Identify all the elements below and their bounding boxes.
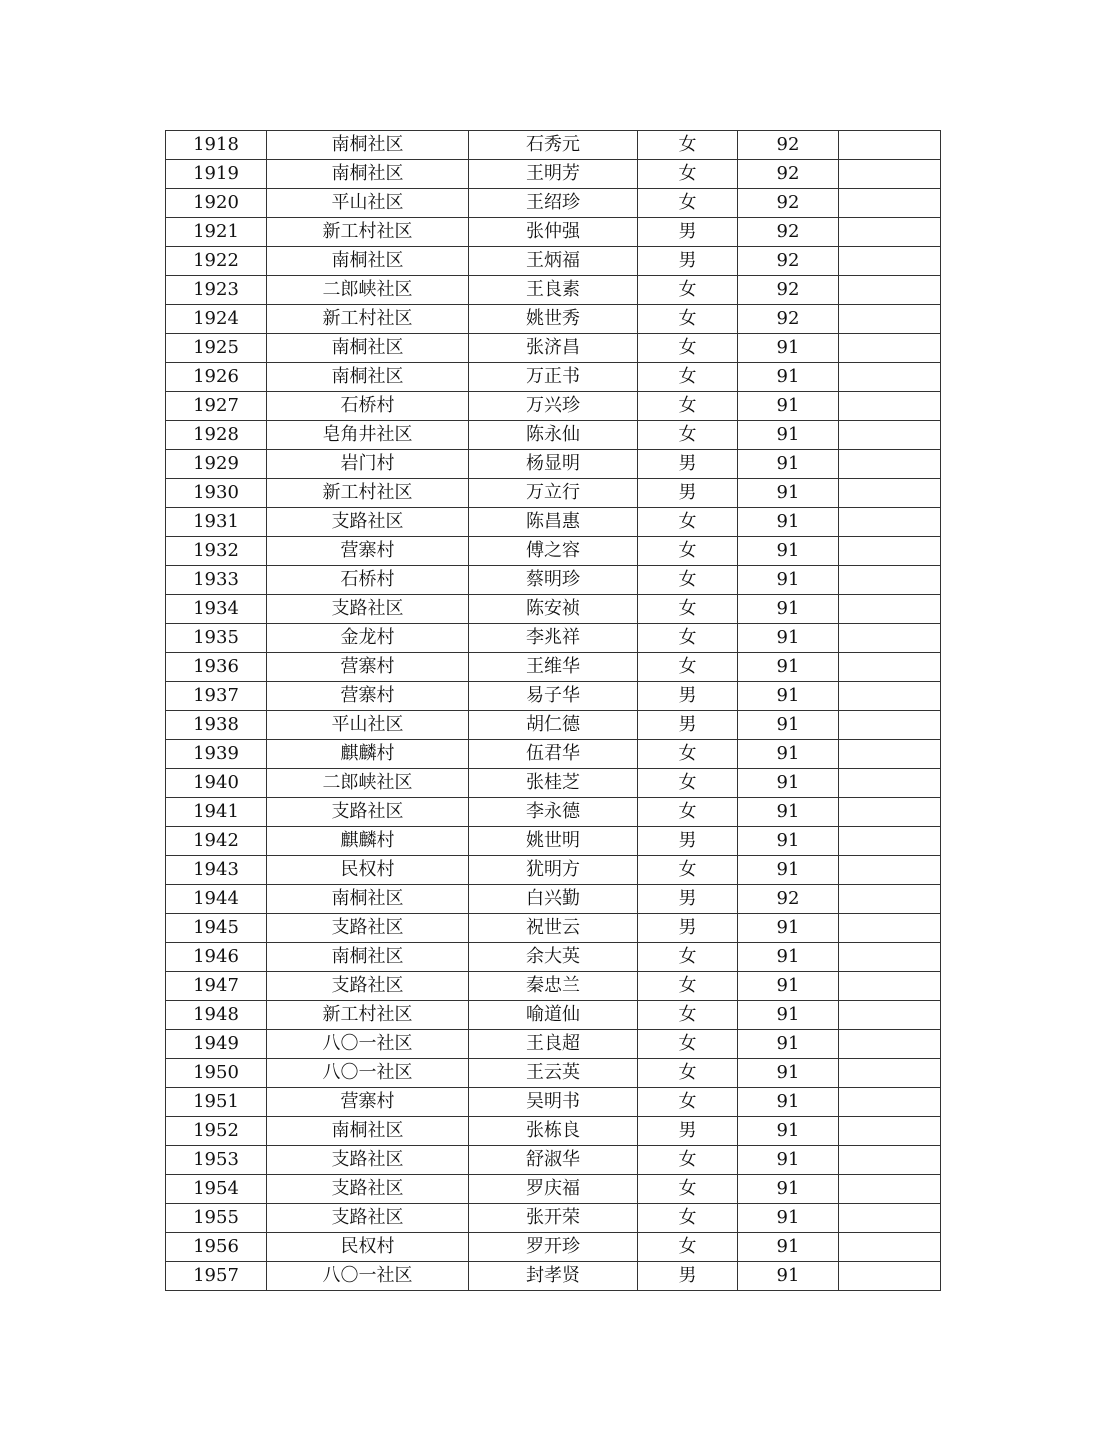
note-cell xyxy=(839,305,941,334)
community-cell: 石桥村 xyxy=(267,566,469,595)
sex-cell: 女 xyxy=(638,1059,738,1088)
name-cell: 王云英 xyxy=(469,1059,638,1088)
community-cell: 南桐社区 xyxy=(267,943,469,972)
age-cell: 92 xyxy=(738,305,839,334)
note-cell xyxy=(839,914,941,943)
table-row xyxy=(166,972,941,1001)
name-cell: 罗庆福 xyxy=(469,1175,638,1204)
note-cell xyxy=(839,479,941,508)
name-cell: 陈安祯 xyxy=(469,595,638,624)
age-cell: 92 xyxy=(738,276,839,305)
community-cell: 营寨村 xyxy=(267,1088,469,1117)
community-cell: 支路社区 xyxy=(267,798,469,827)
name-cell: 陈永仙 xyxy=(469,421,638,450)
name-cell: 易子华 xyxy=(469,682,638,711)
name-cell: 张济昌 xyxy=(469,334,638,363)
age-cell: 91 xyxy=(738,595,839,624)
community-cell: 石桥村 xyxy=(267,392,469,421)
note-cell xyxy=(839,885,941,914)
table-row xyxy=(166,798,941,827)
age-cell: 91 xyxy=(738,1059,839,1088)
table-row xyxy=(166,1146,941,1175)
community-cell: 岩门村 xyxy=(267,450,469,479)
sex-cell: 女 xyxy=(638,276,738,305)
community-cell: 南桐社区 xyxy=(267,334,469,363)
table-row xyxy=(166,247,941,276)
name-cell: 舒淑华 xyxy=(469,1146,638,1175)
name-cell: 万正书 xyxy=(469,363,638,392)
community-cell: 支路社区 xyxy=(267,595,469,624)
roster-table-body xyxy=(166,131,941,1291)
community-cell: 八〇一社区 xyxy=(267,1059,469,1088)
sex-cell: 女 xyxy=(638,943,738,972)
table-row xyxy=(166,856,941,885)
row-number-cell: 1932 xyxy=(166,537,267,566)
name-cell: 秦忠兰 xyxy=(469,972,638,1001)
table-row xyxy=(166,189,941,218)
sex-cell: 男 xyxy=(638,885,738,914)
community-cell: 八〇一社区 xyxy=(267,1262,469,1291)
row-number-cell: 1929 xyxy=(166,450,267,479)
community-cell: 麒麟村 xyxy=(267,827,469,856)
sex-cell: 女 xyxy=(638,1088,738,1117)
name-cell: 万兴珍 xyxy=(469,392,638,421)
community-cell: 营寨村 xyxy=(267,682,469,711)
name-cell: 胡仁德 xyxy=(469,711,638,740)
row-number-cell: 1957 xyxy=(166,1262,267,1291)
row-number-cell: 1943 xyxy=(166,856,267,885)
community-cell: 南桐社区 xyxy=(267,160,469,189)
sex-cell: 女 xyxy=(638,1204,738,1233)
sex-cell: 男 xyxy=(638,1262,738,1291)
age-cell: 91 xyxy=(738,566,839,595)
row-number-cell: 1924 xyxy=(166,305,267,334)
sex-cell: 女 xyxy=(638,1233,738,1262)
table-row xyxy=(166,769,941,798)
age-cell: 92 xyxy=(738,218,839,247)
sex-cell: 男 xyxy=(638,827,738,856)
note-cell xyxy=(839,682,941,711)
community-cell: 新工村社区 xyxy=(267,305,469,334)
name-cell: 王良素 xyxy=(469,276,638,305)
row-number-cell: 1931 xyxy=(166,508,267,537)
row-number-cell: 1918 xyxy=(166,131,267,160)
row-number-cell: 1921 xyxy=(166,218,267,247)
age-cell: 91 xyxy=(738,624,839,653)
name-cell: 王炳福 xyxy=(469,247,638,276)
sex-cell: 男 xyxy=(638,247,738,276)
note-cell xyxy=(839,972,941,1001)
age-cell: 92 xyxy=(738,160,839,189)
age-cell: 91 xyxy=(738,856,839,885)
community-cell: 南桐社区 xyxy=(267,247,469,276)
sex-cell: 女 xyxy=(638,160,738,189)
row-number-cell: 1928 xyxy=(166,421,267,450)
name-cell: 吴明书 xyxy=(469,1088,638,1117)
row-number-cell: 1940 xyxy=(166,769,267,798)
name-cell: 余大英 xyxy=(469,943,638,972)
age-cell: 91 xyxy=(738,711,839,740)
sex-cell: 女 xyxy=(638,305,738,334)
community-cell: 南桐社区 xyxy=(267,363,469,392)
age-cell: 91 xyxy=(738,537,839,566)
row-number-cell: 1939 xyxy=(166,740,267,769)
name-cell: 蔡明珍 xyxy=(469,566,638,595)
note-cell xyxy=(839,740,941,769)
table-row xyxy=(166,1117,941,1146)
note-cell xyxy=(839,827,941,856)
community-cell: 支路社区 xyxy=(267,1146,469,1175)
community-cell: 新工村社区 xyxy=(267,218,469,247)
age-cell: 92 xyxy=(738,247,839,276)
table-row xyxy=(166,711,941,740)
age-cell: 91 xyxy=(738,334,839,363)
table-row xyxy=(166,363,941,392)
sex-cell: 女 xyxy=(638,1175,738,1204)
sex-cell: 女 xyxy=(638,508,738,537)
table-row xyxy=(166,1088,941,1117)
note-cell xyxy=(839,943,941,972)
sex-cell: 男 xyxy=(638,682,738,711)
table-row xyxy=(166,914,941,943)
name-cell: 陈昌惠 xyxy=(469,508,638,537)
name-cell: 犹明方 xyxy=(469,856,638,885)
sex-cell: 女 xyxy=(638,537,738,566)
age-cell: 91 xyxy=(738,1030,839,1059)
note-cell xyxy=(839,131,941,160)
row-number-cell: 1930 xyxy=(166,479,267,508)
note-cell xyxy=(839,653,941,682)
age-cell: 91 xyxy=(738,682,839,711)
note-cell xyxy=(839,856,941,885)
table-row xyxy=(166,740,941,769)
row-number-cell: 1948 xyxy=(166,1001,267,1030)
name-cell: 姚世秀 xyxy=(469,305,638,334)
note-cell xyxy=(839,1204,941,1233)
row-number-cell: 1945 xyxy=(166,914,267,943)
table-row xyxy=(166,1233,941,1262)
name-cell: 封孝贤 xyxy=(469,1262,638,1291)
community-cell: 支路社区 xyxy=(267,1175,469,1204)
age-cell: 92 xyxy=(738,885,839,914)
row-number-cell: 1956 xyxy=(166,1233,267,1262)
sex-cell: 女 xyxy=(638,740,738,769)
row-number-cell: 1934 xyxy=(166,595,267,624)
age-cell: 91 xyxy=(738,392,839,421)
row-number-cell: 1941 xyxy=(166,798,267,827)
age-cell: 91 xyxy=(738,798,839,827)
note-cell xyxy=(839,769,941,798)
table-row xyxy=(166,885,941,914)
sex-cell: 女 xyxy=(638,653,738,682)
community-cell: 支路社区 xyxy=(267,972,469,1001)
note-cell xyxy=(839,537,941,566)
age-cell: 91 xyxy=(738,827,839,856)
table-row xyxy=(166,421,941,450)
note-cell xyxy=(839,334,941,363)
sex-cell: 男 xyxy=(638,1117,738,1146)
name-cell: 喻道仙 xyxy=(469,1001,638,1030)
name-cell: 白兴勤 xyxy=(469,885,638,914)
name-cell: 王绍珍 xyxy=(469,189,638,218)
row-number-cell: 1949 xyxy=(166,1030,267,1059)
row-number-cell: 1951 xyxy=(166,1088,267,1117)
community-cell: 营寨村 xyxy=(267,653,469,682)
age-cell: 91 xyxy=(738,1204,839,1233)
name-cell: 王明芳 xyxy=(469,160,638,189)
note-cell xyxy=(839,1117,941,1146)
row-number-cell: 1922 xyxy=(166,247,267,276)
row-number-cell: 1920 xyxy=(166,189,267,218)
note-cell xyxy=(839,508,941,537)
table-row xyxy=(166,450,941,479)
row-number-cell: 1946 xyxy=(166,943,267,972)
row-number-cell: 1927 xyxy=(166,392,267,421)
name-cell: 张仲强 xyxy=(469,218,638,247)
note-cell xyxy=(839,566,941,595)
community-cell: 支路社区 xyxy=(267,508,469,537)
table-row xyxy=(166,479,941,508)
community-cell: 南桐社区 xyxy=(267,131,469,160)
age-cell: 91 xyxy=(738,1117,839,1146)
sex-cell: 女 xyxy=(638,798,738,827)
community-cell: 平山社区 xyxy=(267,711,469,740)
note-cell xyxy=(839,1146,941,1175)
note-cell xyxy=(839,218,941,247)
sex-cell: 女 xyxy=(638,1146,738,1175)
note-cell xyxy=(839,160,941,189)
table-row xyxy=(166,305,941,334)
table-row xyxy=(166,392,941,421)
note-cell xyxy=(839,1088,941,1117)
note-cell xyxy=(839,1175,941,1204)
age-cell: 91 xyxy=(738,363,839,392)
note-cell xyxy=(839,1001,941,1030)
note-cell xyxy=(839,392,941,421)
sex-cell: 女 xyxy=(638,769,738,798)
elderly-roster-table xyxy=(165,130,941,1291)
community-cell: 南桐社区 xyxy=(267,1117,469,1146)
note-cell xyxy=(839,595,941,624)
table-row xyxy=(166,1059,941,1088)
table-row xyxy=(166,160,941,189)
sex-cell: 女 xyxy=(638,421,738,450)
age-cell: 91 xyxy=(738,653,839,682)
age-cell: 91 xyxy=(738,943,839,972)
table-row xyxy=(166,624,941,653)
age-cell: 91 xyxy=(738,1146,839,1175)
community-cell: 平山社区 xyxy=(267,189,469,218)
sex-cell: 女 xyxy=(638,363,738,392)
name-cell: 王维华 xyxy=(469,653,638,682)
name-cell: 王良超 xyxy=(469,1030,638,1059)
row-number-cell: 1926 xyxy=(166,363,267,392)
community-cell: 麒麟村 xyxy=(267,740,469,769)
note-cell xyxy=(839,1233,941,1262)
table-row xyxy=(166,334,941,363)
note-cell xyxy=(839,1262,941,1291)
name-cell: 石秀元 xyxy=(469,131,638,160)
sex-cell: 男 xyxy=(638,914,738,943)
row-number-cell: 1944 xyxy=(166,885,267,914)
table-row xyxy=(166,653,941,682)
age-cell: 91 xyxy=(738,421,839,450)
name-cell: 伍君华 xyxy=(469,740,638,769)
age-cell: 91 xyxy=(738,972,839,1001)
table-row xyxy=(166,276,941,305)
note-cell xyxy=(839,247,941,276)
sex-cell: 女 xyxy=(638,392,738,421)
community-cell: 新工村社区 xyxy=(267,479,469,508)
name-cell: 李兆祥 xyxy=(469,624,638,653)
sex-cell: 男 xyxy=(638,450,738,479)
sex-cell: 女 xyxy=(638,972,738,1001)
age-cell: 91 xyxy=(738,740,839,769)
table-row xyxy=(166,1030,941,1059)
community-cell: 民权村 xyxy=(267,856,469,885)
community-cell: 二郎峡社区 xyxy=(267,769,469,798)
age-cell: 91 xyxy=(738,479,839,508)
table-row xyxy=(166,1262,941,1291)
row-number-cell: 1937 xyxy=(166,682,267,711)
name-cell: 杨显明 xyxy=(469,450,638,479)
community-cell: 皂角井社区 xyxy=(267,421,469,450)
community-cell: 二郎峡社区 xyxy=(267,276,469,305)
sex-cell: 男 xyxy=(638,479,738,508)
community-cell: 八〇一社区 xyxy=(267,1030,469,1059)
row-number-cell: 1954 xyxy=(166,1175,267,1204)
age-cell: 92 xyxy=(738,189,839,218)
community-cell: 民权村 xyxy=(267,1233,469,1262)
sex-cell: 女 xyxy=(638,595,738,624)
community-cell: 金龙村 xyxy=(267,624,469,653)
row-number-cell: 1950 xyxy=(166,1059,267,1088)
row-number-cell: 1942 xyxy=(166,827,267,856)
name-cell: 张桂芝 xyxy=(469,769,638,798)
sex-cell: 女 xyxy=(638,566,738,595)
name-cell: 张开荣 xyxy=(469,1204,638,1233)
note-cell xyxy=(839,363,941,392)
age-cell: 91 xyxy=(738,914,839,943)
note-cell xyxy=(839,798,941,827)
age-cell: 92 xyxy=(738,131,839,160)
table-row xyxy=(166,595,941,624)
name-cell: 傅之容 xyxy=(469,537,638,566)
community-cell: 南桐社区 xyxy=(267,885,469,914)
row-number-cell: 1955 xyxy=(166,1204,267,1233)
age-cell: 91 xyxy=(738,1088,839,1117)
note-cell xyxy=(839,1030,941,1059)
table-row xyxy=(166,682,941,711)
table-row xyxy=(166,827,941,856)
age-cell: 91 xyxy=(738,1262,839,1291)
sex-cell: 女 xyxy=(638,131,738,160)
age-cell: 91 xyxy=(738,1175,839,1204)
community-cell: 新工村社区 xyxy=(267,1001,469,1030)
name-cell: 张栋良 xyxy=(469,1117,638,1146)
sex-cell: 女 xyxy=(638,334,738,363)
note-cell xyxy=(839,276,941,305)
row-number-cell: 1947 xyxy=(166,972,267,1001)
sex-cell: 女 xyxy=(638,856,738,885)
table-row xyxy=(166,943,941,972)
name-cell: 万立行 xyxy=(469,479,638,508)
table-row xyxy=(166,508,941,537)
row-number-cell: 1925 xyxy=(166,334,267,363)
age-cell: 91 xyxy=(738,1001,839,1030)
note-cell xyxy=(839,624,941,653)
community-cell: 营寨村 xyxy=(267,537,469,566)
name-cell: 罗开珍 xyxy=(469,1233,638,1262)
table-row xyxy=(166,1001,941,1030)
sex-cell: 男 xyxy=(638,711,738,740)
community-cell: 支路社区 xyxy=(267,914,469,943)
note-cell xyxy=(839,450,941,479)
row-number-cell: 1936 xyxy=(166,653,267,682)
row-number-cell: 1923 xyxy=(166,276,267,305)
community-cell: 支路社区 xyxy=(267,1204,469,1233)
name-cell: 祝世云 xyxy=(469,914,638,943)
age-cell: 91 xyxy=(738,769,839,798)
note-cell xyxy=(839,1059,941,1088)
row-number-cell: 1935 xyxy=(166,624,267,653)
age-cell: 91 xyxy=(738,450,839,479)
table-row xyxy=(166,131,941,160)
age-cell: 91 xyxy=(738,508,839,537)
table-row xyxy=(166,537,941,566)
sex-cell: 女 xyxy=(638,1030,738,1059)
sex-cell: 女 xyxy=(638,189,738,218)
row-number-cell: 1952 xyxy=(166,1117,267,1146)
sex-cell: 女 xyxy=(638,1001,738,1030)
table-row xyxy=(166,1204,941,1233)
row-number-cell: 1933 xyxy=(166,566,267,595)
note-cell xyxy=(839,189,941,218)
age-cell: 91 xyxy=(738,1233,839,1262)
note-cell xyxy=(839,711,941,740)
row-number-cell: 1919 xyxy=(166,160,267,189)
sex-cell: 女 xyxy=(638,624,738,653)
name-cell: 姚世明 xyxy=(469,827,638,856)
table-row xyxy=(166,218,941,247)
name-cell: 李永德 xyxy=(469,798,638,827)
row-number-cell: 1938 xyxy=(166,711,267,740)
sex-cell: 男 xyxy=(638,218,738,247)
table-row xyxy=(166,1175,941,1204)
note-cell xyxy=(839,421,941,450)
row-number-cell: 1953 xyxy=(166,1146,267,1175)
table-row xyxy=(166,566,941,595)
